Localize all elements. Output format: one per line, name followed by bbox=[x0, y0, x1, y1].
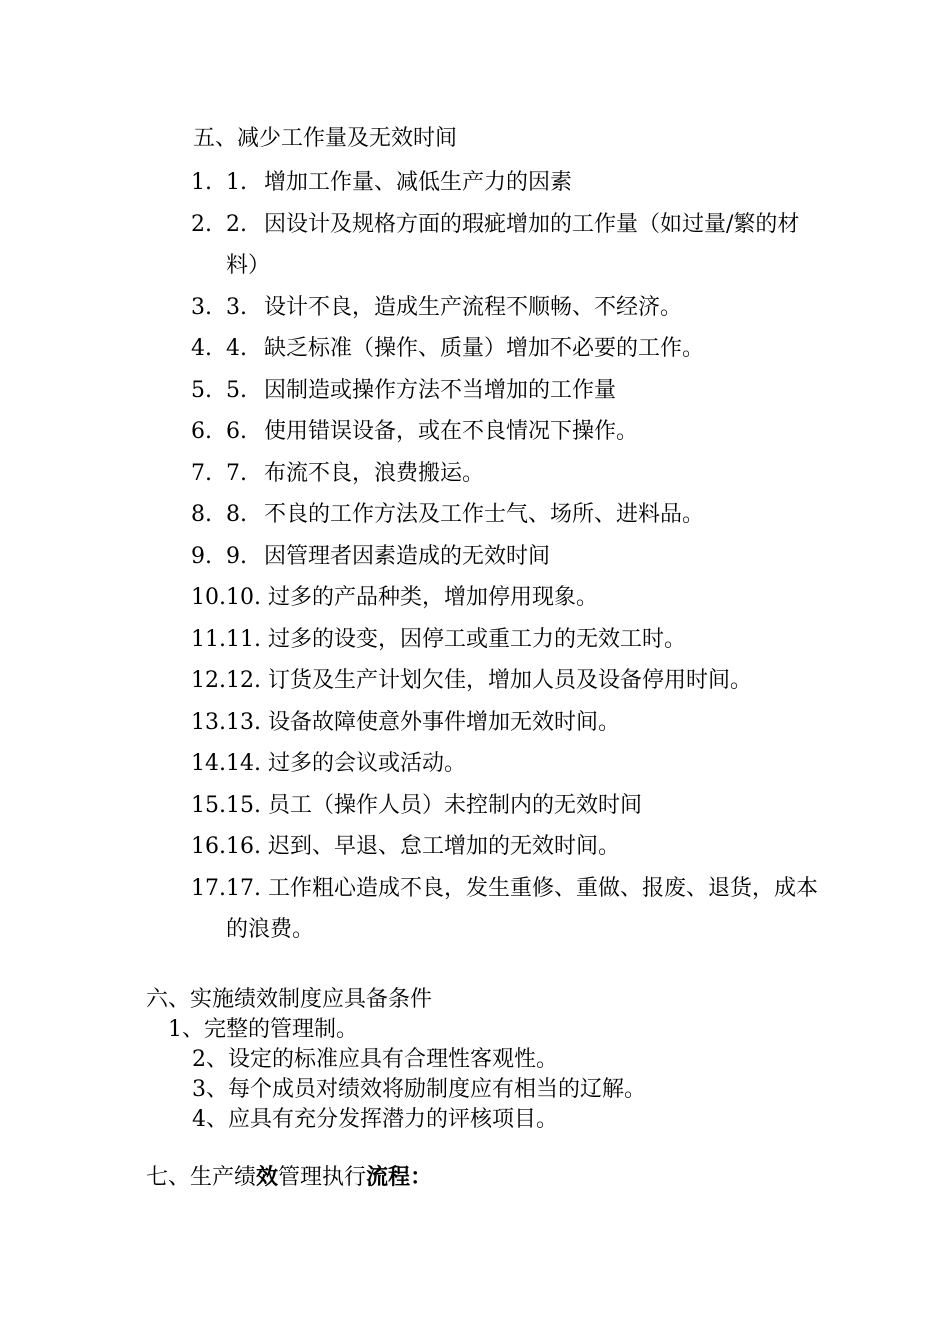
list-item bbox=[191, 660, 831, 702]
list-item-number: 1. bbox=[191, 170, 212, 195]
list-item bbox=[191, 411, 831, 453]
section-7-title-bold: 流程 bbox=[366, 1164, 411, 1190]
section-6-item: 1、完整的管理制。 bbox=[168, 1017, 358, 1042]
list-item bbox=[191, 287, 831, 329]
list-item-number: 11. bbox=[191, 626, 226, 652]
list-item-number: 5. bbox=[191, 377, 212, 403]
list-item-number: 13. bbox=[191, 709, 226, 735]
list-item bbox=[191, 453, 831, 495]
list-item bbox=[191, 826, 831, 868]
list-item-text: 缺乏标准（操作、质量）增加不必要的工作。 bbox=[264, 336, 705, 361]
section-6 bbox=[146, 985, 646, 1135]
list-item-inner-number: 9. bbox=[226, 543, 247, 569]
section-7-title-colon: ： bbox=[410, 1164, 433, 1190]
list-item bbox=[191, 328, 831, 370]
list-item-number: 4. bbox=[191, 336, 212, 361]
list-item-text: 增加工作量、减低生产力的因素 bbox=[264, 170, 573, 195]
section-7-title-text: 管理执行 bbox=[278, 1165, 367, 1190]
list-item bbox=[191, 868, 831, 951]
list-item-inner-number: 14. bbox=[226, 751, 261, 776]
list-item-inner-number: 17. bbox=[226, 875, 261, 901]
list-item-number: 14. bbox=[191, 751, 226, 776]
section-6-title: 六、实施绩效制度应具备条件 bbox=[146, 987, 433, 1012]
list-item bbox=[191, 494, 831, 536]
section-7-title-text: 七、生产绩 bbox=[146, 1165, 257, 1190]
list-item-number: 6. bbox=[191, 419, 212, 444]
list-item-inner-number: 15. bbox=[226, 792, 261, 818]
list-item-number: 17. bbox=[191, 875, 226, 901]
list-item-number: 16. bbox=[191, 834, 226, 859]
list-item-text: 员工（操作人员）未控制内的无效时间 bbox=[268, 792, 643, 818]
list-item-number: 2. bbox=[191, 211, 212, 237]
list-item-text: 因制造或操作方法不当增加的工作量 bbox=[264, 377, 617, 403]
list-item bbox=[191, 162, 831, 204]
section-5-heading: 五、减少工作量及无效时间 bbox=[193, 126, 458, 151]
list-item-number: 10. bbox=[191, 585, 226, 610]
list-item-text: 设备故障使意外事件增加无效时间。 bbox=[268, 709, 621, 735]
list-item bbox=[191, 536, 831, 578]
list-item-inner-number: 16. bbox=[226, 834, 261, 859]
list-item bbox=[191, 577, 831, 619]
list-item-number: 9. bbox=[191, 543, 212, 569]
list-item-inner-number: 5. bbox=[226, 377, 247, 403]
list-item-number: 3. bbox=[191, 294, 212, 320]
section-7-title-bold: 效 bbox=[256, 1164, 279, 1190]
list-item-number: 7. bbox=[191, 460, 212, 486]
list-item-inner-number: 12. bbox=[226, 668, 261, 693]
list-item-text: 设计不良，造成生产流程不顺畅、不经济。 bbox=[264, 294, 683, 320]
section-6-item: 3、每个成员对绩效将励制度应有相当的辽解。 bbox=[192, 1077, 646, 1102]
list-item-inner-number: 4. bbox=[226, 336, 247, 361]
list-item-inner-number: 13. bbox=[226, 709, 261, 735]
section-6-item: 2、设定的标准应具有合理性客观性。 bbox=[192, 1047, 558, 1072]
list-item-inner-number: 8. bbox=[226, 502, 247, 527]
list-item-text: 订货及生产计划欠佳，增加人员及设备停用时间。 bbox=[268, 668, 753, 693]
list-item bbox=[191, 204, 831, 287]
list-item-inner-number: 1. bbox=[226, 170, 247, 195]
list-item-text: 过多的设变，因停工或重工力的无效工时。 bbox=[268, 626, 687, 652]
list-item-inner-number: 11. bbox=[226, 626, 261, 652]
list-item-text: 不良的工作方法及工作士气、场所、进料品。 bbox=[264, 502, 705, 527]
section-6-item: 4、应具有充分发挥潜力的评核项目。 bbox=[192, 1107, 558, 1132]
list-item-text: 工作粗心造成不良，发生重修、重做、报废、退货，成本的浪费。 bbox=[226, 875, 819, 942]
list-item-text: 布流不良，浪费搬运。 bbox=[264, 460, 485, 486]
list-item-text: 因设计及规格方面的瑕疵增加的工作量（如过量/繁的材料） bbox=[226, 211, 800, 278]
list-item-text: 过多的产品种类，增加停用现象。 bbox=[268, 585, 599, 610]
list-item-inner-number: 7. bbox=[226, 460, 247, 486]
list-item-text: 迟到、早退、怠工增加的无效时间。 bbox=[268, 834, 621, 859]
list-item-inner-number: 3. bbox=[226, 294, 247, 320]
list-item-number: 15. bbox=[191, 792, 226, 818]
list-item bbox=[191, 702, 831, 744]
list-item-inner-number: 10. bbox=[226, 585, 261, 610]
list-item-text: 过多的会议或活动。 bbox=[268, 751, 467, 776]
list-item bbox=[191, 619, 831, 661]
list-item bbox=[191, 743, 831, 785]
section-5-list bbox=[191, 162, 831, 951]
list-item bbox=[191, 785, 831, 827]
list-item-number: 8. bbox=[191, 502, 212, 527]
list-item-text: 因管理者因素造成的无效时间 bbox=[264, 543, 551, 569]
section-7-title bbox=[146, 1162, 432, 1193]
list-item bbox=[191, 370, 831, 412]
list-item-number: 12. bbox=[191, 668, 226, 693]
list-item-text: 使用错误设备，或在不良情况下操作。 bbox=[264, 419, 639, 444]
list-item-inner-number: 2. bbox=[226, 211, 247, 237]
list-item-inner-number: 6. bbox=[226, 419, 247, 444]
